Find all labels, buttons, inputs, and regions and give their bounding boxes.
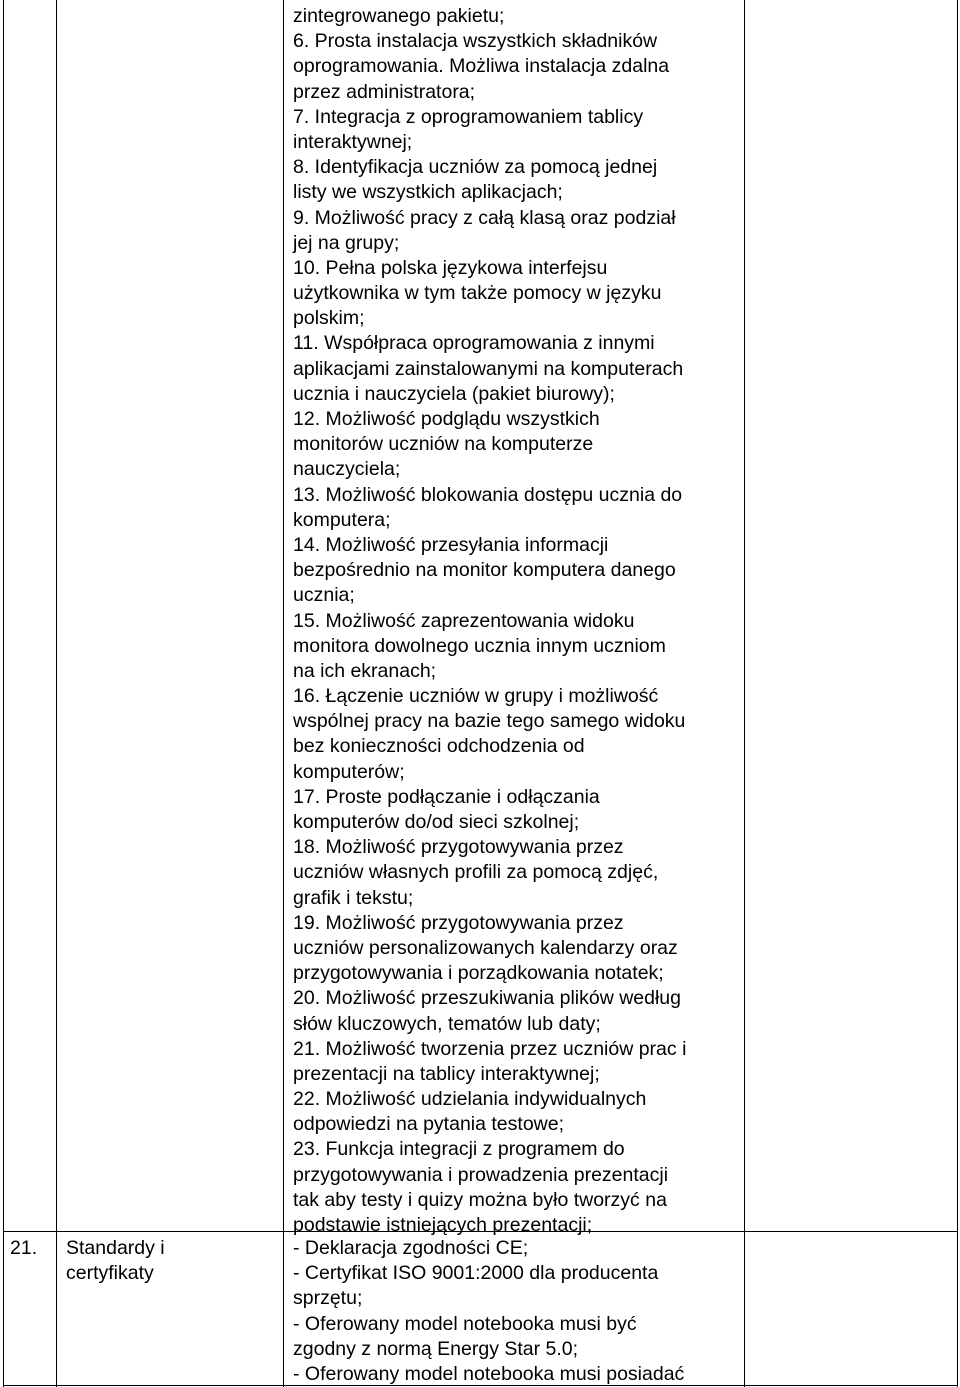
spec-line: 18. Możliwość przygotowywania przez [293,836,624,859]
spec-line: nauczyciela; [293,458,401,481]
spec-line: podstawie istniejących prezentacji; [293,1214,593,1236]
row-name-line: Standardy i [66,1237,165,1259]
spec-line: aplikacjami zainstalowanymi na komputerach [293,357,684,380]
standard-line: - Deklaracja zgodności CE; [293,1237,529,1259]
spec-line: listy we wszystkich aplikacjach; [293,181,563,204]
row-name-line: certyfikaty [66,1262,154,1285]
spec-line: zintegrowanego pakietu; [293,5,505,27]
spec-line: 12. Możliwość podglądu wszystkich [293,408,600,430]
standard-line: - Oferowany model notebooka musi być [293,1312,637,1335]
table-border-left [3,0,4,1387]
spec-line: 13. Możliwość blokowania dostępu ucznia do [293,483,683,506]
row-name [66,1236,165,1286]
spec-line: 16. Łączenie uczniów w grupy i możliwość [293,685,659,708]
spec-line: tak aby testy i quizy można było tworzyć na [293,1188,667,1211]
spec-line: oprogramowania. Możliwa instalacja zdalna [293,55,670,78]
spec-line: 21. Możliwość tworzenia przez uczniów prac i [293,1037,687,1060]
spec-line: jej na grupy; [293,231,400,254]
spec-line: 7. Integracja z oprogramowaniem tablicy [293,105,644,128]
spec-line: polskim; [293,307,365,330]
spec-line: uczniów własnych profili za pomocą zdjęć, [293,861,659,884]
spec-line: przygotowywania i porządkowania notatek; [293,962,664,985]
column-divider-description [744,0,745,1387]
spec-line: słów kluczowych, tematów lub daty; [293,1012,601,1035]
spec-line: komputerów do/od sieci szkolnej; [293,811,580,833]
spec-line: 11. Współpraca oprogramowania z innymi [293,332,655,355]
column-divider-name [283,0,284,1387]
spec-line: monitorów uczniów na komputerze [293,433,594,456]
spec-line: na ich ekranach; [293,659,437,682]
spec-line: odpowiedzi na pytania testowe; [293,1113,565,1136]
standard-line: zgodny z normą Energy Star 5.0; [293,1337,579,1360]
spec-line: komputera; [293,508,391,531]
standard-line: sprzętu; [293,1287,363,1310]
spec-line: 23. Funkcja integracji z programem do [293,1138,625,1161]
spec-line: uczniów personalizowanych kalendarzy oraz [293,936,678,959]
spec-line: 14. Możliwość przesyłania informacji [293,533,609,556]
spec-line: bezpośrednio na monitor komputera danego [293,559,676,582]
column-divider-number [56,0,57,1387]
spec-line: ucznia i nauczyciela (pakiet biurowy); [293,382,615,405]
row-number: 21. [10,1237,38,1259]
table-border-right [957,0,958,1387]
spec-line: 6. Prosta instalacja wszystkich składników [293,30,658,53]
spec-line: 8. Identyfikacja uczniów za pomocą jednej [293,156,658,179]
spec-line: 20. Możliwość przeszukiwania plików według [293,987,682,1010]
spec-line: przygotowywania i prowadzenia prezentacji [293,1163,669,1186]
spec-line: 22. Możliwość udzielania indywidualnych [293,1088,647,1111]
spec-line: bez konieczności odchodzenia od [293,735,585,758]
spec-line: prezentacji na tablicy interaktywnej; [293,1062,600,1085]
standard-line: - Oferowany model notebooka musi posiadać [293,1362,685,1385]
spec-line: interaktywnej; [293,130,413,153]
standards-list [293,1236,684,1387]
spec-line: 19. Możliwość przygotowywania przez [293,911,624,934]
spec-line: ucznia; [293,584,355,607]
spec-line: przez administratora; [293,80,476,103]
spec-line: monitora dowolnego ucznia innym uczniom [293,634,666,657]
spec-line: użytkownika w tym także pomocy w języku [293,282,662,305]
spec-line: komputerów; [293,760,405,783]
spec-line: grafik i tekstu; [293,886,414,909]
specification-list-continued [293,4,686,1238]
spec-line: 17. Proste podłączanie i odłączania [293,785,600,808]
spec-line: wspólnej pracy na bazie tego samego widoku [293,710,686,733]
spec-line: 9. Możliwość pracy z całą klasą oraz podział [293,206,676,229]
spec-line: 10. Pełna polska językowa interfejsu [293,256,608,279]
spec-line: 15. Możliwość zaprezentowania widoku [293,609,635,632]
standard-line: - Certyfikat ISO 9001:2000 dla producenta [293,1262,659,1285]
